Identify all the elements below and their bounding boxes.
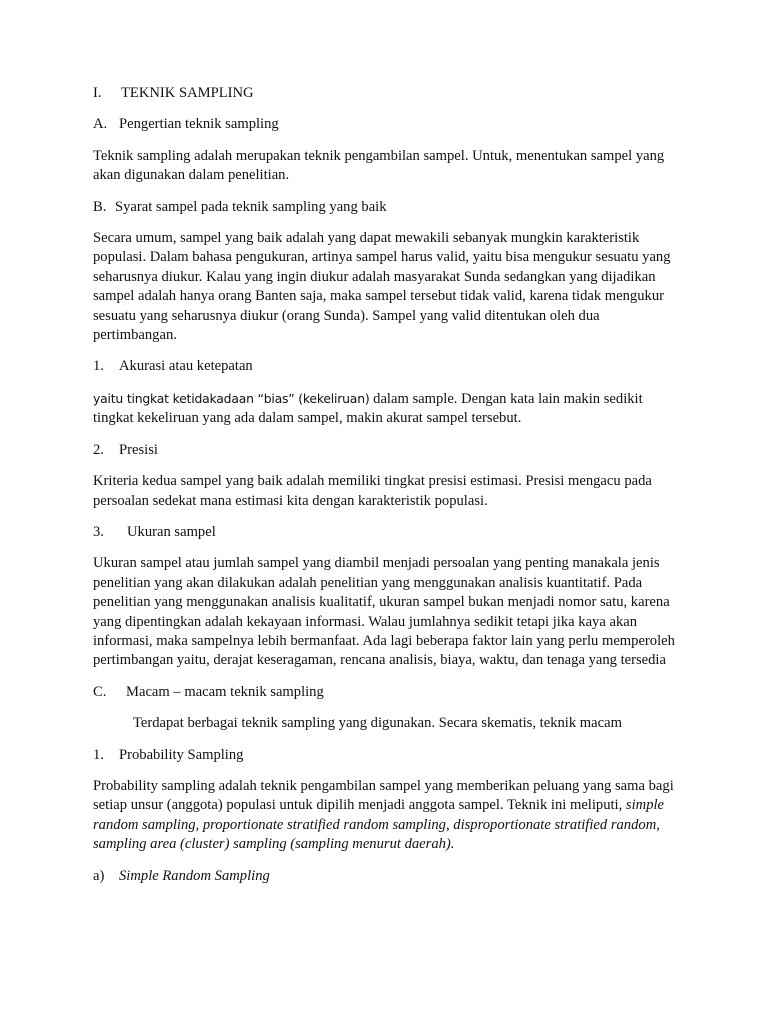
simple-random-number: a) [93, 867, 105, 884]
subsection-a-number: A. [93, 116, 108, 133]
item-3-heading [93, 523, 683, 542]
probability-number: 1. [93, 746, 104, 763]
item-2-paragraph: Kriteria kedua sampel yang baik adalah memiliki tingkat presisi estimasi. Presisi mengacu pada persoalan sedekat mana estimasi kita dengan karakteristik populasi. [93, 473, 652, 509]
subsection-b-paragraph: Secara umum, sampel yang baik adalah yang dapat mewakili sebanyak mungkin karakteristik populasi. Dalam bahasa pengukuran, artinya sampel harus valid, yaitu bisa mengukur sesuatu yang seharusnya diukur. Kalau yang ingin diukur adalah masyarakat Sunda sedangkan yang dijadikan sampel adalah hanya orang Banten saja, maka sampel tersebut tidak valid, karena tidak mengukur sesuatu yang seharusnya diukur (orang Sunda). Sampel yang valid ditentukan oleh dua pertimbangan. [93, 230, 671, 344]
item-1-paragraph-rest: dalam sample. Dengan kata lain makin sedikit tingkat kekeliruan yang ada dalam sampel, makin akurat sampel tersebut. [93, 390, 643, 427]
probability-heading [93, 746, 683, 765]
item-3-title: Ukuran sampel [127, 523, 216, 540]
item-3-number: 3. [93, 523, 104, 540]
item-1-paragraph-sans-run: yaitu tingkat ketidakadaan “bias” (kekeliruan) [93, 390, 370, 406]
item-1-paragraph [93, 389, 683, 429]
section-number: I. [93, 85, 102, 101]
simple-random-heading [93, 867, 683, 886]
subsection-b-number: B. [93, 198, 107, 215]
item-1-title: Akurasi atau ketepatan [119, 358, 253, 375]
simple-random-title: Simple Random Sampling [119, 867, 270, 884]
section-heading [93, 84, 683, 103]
subsection-c-number: C. [93, 683, 107, 700]
subsection-c-title: Macam – macam teknik sampling [126, 683, 324, 700]
probability-title: Probability Sampling [119, 746, 244, 763]
subsection-c-intro: Terdapat berbagai teknik sampling yang digunakan. Secara skematis, teknik macam [133, 715, 622, 732]
section-title: TEKNIK SAMPLING [121, 85, 254, 101]
item-2-number: 2. [93, 441, 104, 458]
item-1-number: 1. [93, 358, 104, 375]
subsection-a-title: Pengertian teknik sampling [119, 116, 279, 133]
subsection-b-title: Syarat sampel pada teknik sampling yang baik [115, 198, 387, 215]
probability-paragraph-italic: simple random sampling, proportionate stratified random sampling, disproportionate stratified random, sampling area (cluster) sampling (sampling menurut daerah). [93, 797, 665, 853]
subsection-a-paragraph: Teknik sampling adalah merupakan teknik pengambilan sampel. Untuk, menentukan sampel yang akan digunakan dalam penelitian. [93, 147, 665, 184]
item-3-paragraph: Ukuran sampel atau jumlah sampel yang diambil menjadi persoalan yang penting manakala jenis penelitian yang akan dilakukan adalah penelitian yang menggunakan analisis kuantitatif. Pada penelitian yang menggunakan analisis kualitatif, ukuran sampel bukan menjadi nomor satu, karena yang dipentingkan adalah kekayaan informasi. Walau jumlahnya sedikit tetapi jika kaya akan informasi, maka sampelnya lebih bermanfaat. Ada lagi beberapa faktor lain yang perlu memperoleh pertimbangan yaitu, derajat keseragaman, rencana analisis, biaya, waktu, dan tenaga yang tersedia [93, 555, 675, 669]
subsection-c-heading [93, 683, 683, 702]
item-2-heading [93, 441, 683, 460]
subsection-b-heading [93, 198, 683, 217]
subsection-a-heading [93, 115, 683, 134]
item-2-title: Presisi [119, 441, 158, 458]
probability-paragraph-plain: Probability sampling adalah teknik pengambilan sampel yang memberikan peluang yang sama bagi setiap unsur (anggota) populasi untuk dipilih menjadi anggota sampel. Teknik ini meliputi, [93, 777, 674, 814]
document-page [93, 84, 683, 898]
item-1-heading [93, 357, 683, 376]
probability-paragraph [93, 777, 683, 855]
